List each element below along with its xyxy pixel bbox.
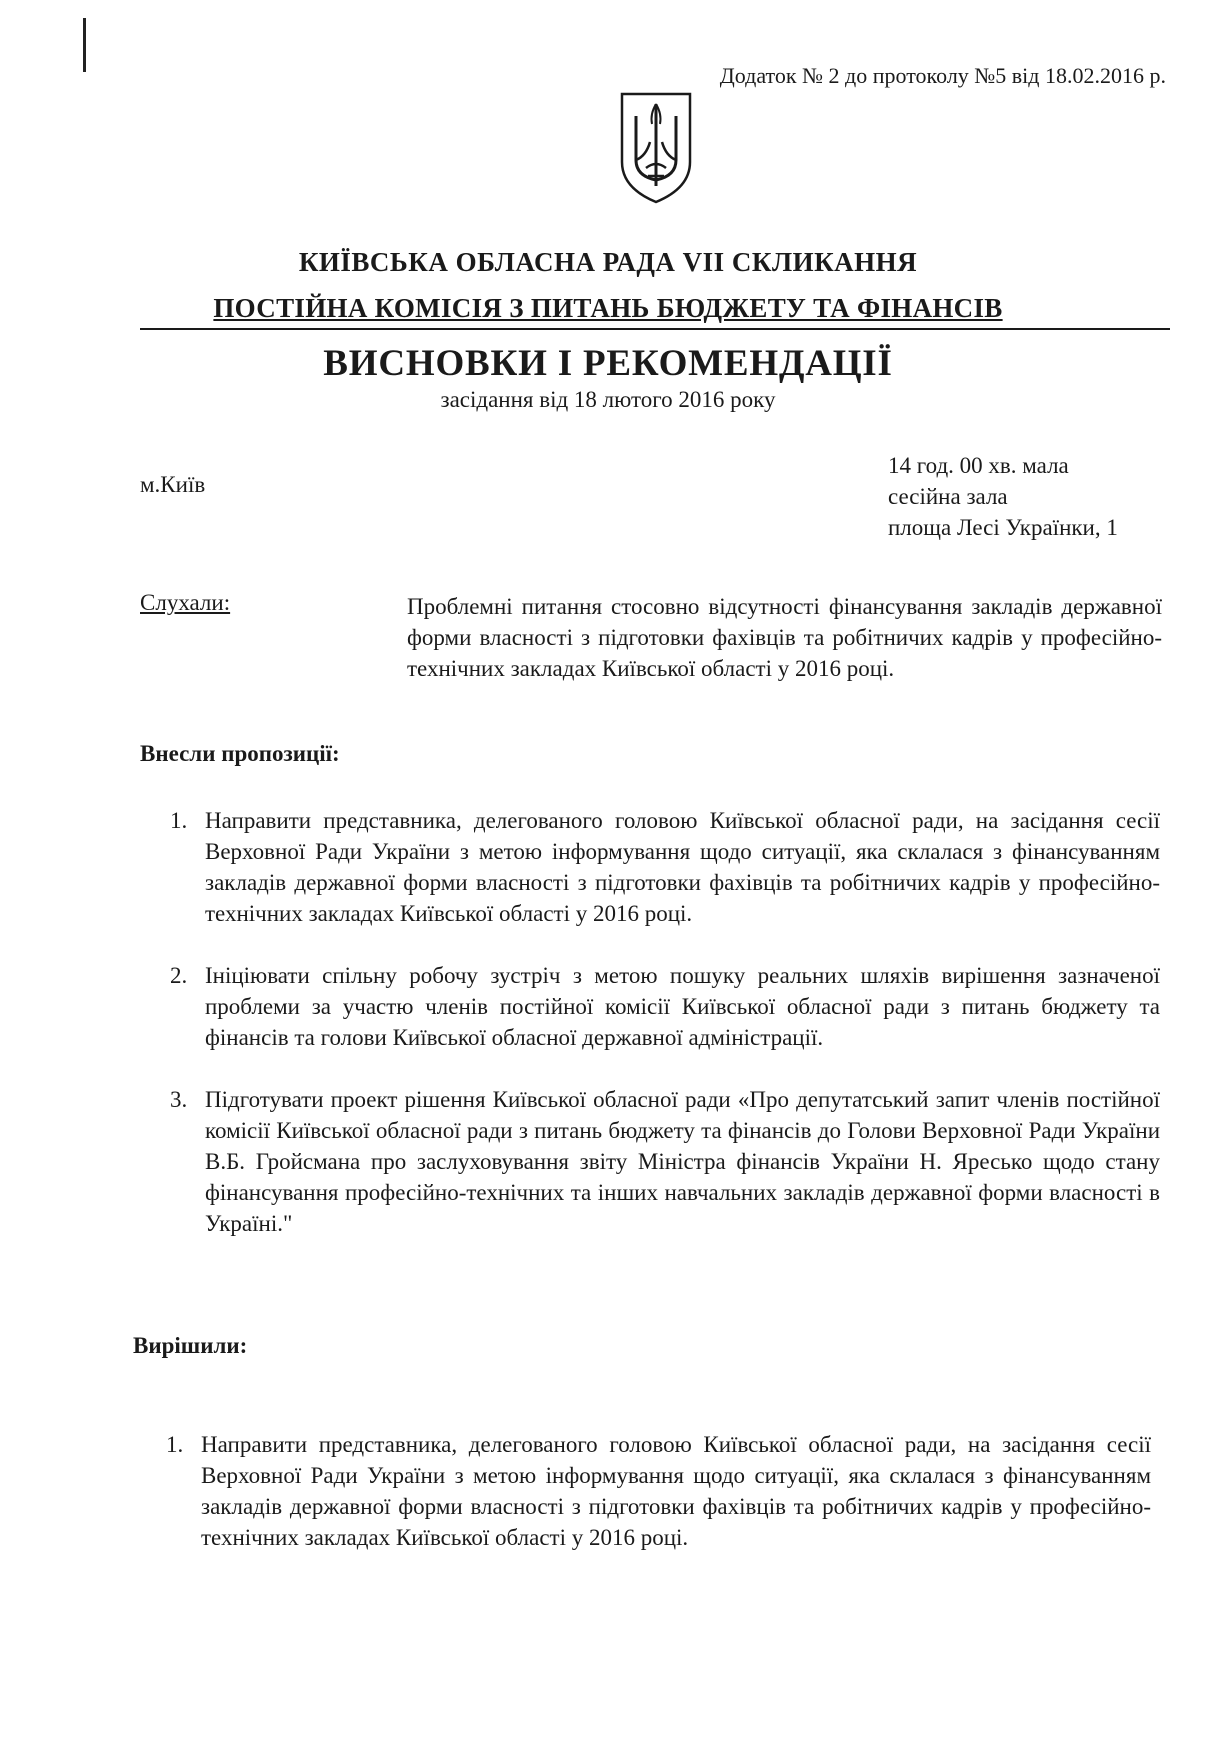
item-text: Направити представника, делегованого головою Київської обласної ради, на засідання сесії Верховної Ради України з метою інформування щодо ситуації, яка склалася з фінансуванням закладів державної форми власності з підготовки фахівців та робітничих кадрів у професійно-технічних закладах Київської області у 2016 році. (201, 1432, 1151, 1550)
margin-mark (83, 18, 86, 72)
proposals-list (170, 805, 1160, 1270)
list-item (170, 805, 1160, 929)
venue-block (888, 450, 1118, 543)
city: м.Київ (140, 472, 206, 497)
document-title: ВИСНОВКИ І РЕКОМЕНДАЦІЇ (323, 343, 893, 384)
committee-name: ПОСТІЙНА КОМІСІЯ З ПИТАНЬ БЮДЖЕТУ ТА ФІНАНСІВ (213, 293, 1003, 323)
organization-name: КИЇВСЬКА ОБЛАСНА РАДА VII СКЛИКАННЯ (298, 247, 918, 277)
meeting-time: 14 год. 00 хв. мала (888, 453, 1069, 478)
meeting-date: засідання від 18 лютого 2016 року (440, 387, 776, 412)
item-number: 1. (170, 808, 188, 833)
item-number: 2. (170, 963, 188, 988)
item-text: Направити представника, делегованого головою Київської обласної ради, на засідання сесії Верховної Ради України з метою інформування щодо ситуації, яка склалася з фінансуванням закладів державної форми власності з підготовки фахівців та робітничих кадрів у професійно-технічних закладах Київської області у 2016 році. (205, 808, 1160, 926)
heard-label: Слухали: (140, 590, 231, 615)
decisions-heading: Вирішили: (133, 1333, 248, 1358)
heard-text: Проблемні питання стосовно відсутності фінансування закладів державної форми власності з підготовки фахівців та робітничих кадрів у професійно-технічних закладах Київської області у 2016 році. (407, 594, 1162, 681)
annex-note: Додаток № 2 до протоколу №5 від 18.02.2016 р. (719, 63, 1166, 88)
item-text: Ініціювати спільну робочу зустріч з метою пошуку реальних шляхів вирішення зазначеної проблеми за участю членів постійної комісії Київської обласної ради з питань бюджету та фінансів та голови Київської обласної державної адміністрації. (205, 963, 1160, 1050)
list-item (166, 1429, 1151, 1553)
meeting-hall: сесійна зала (888, 484, 1008, 509)
coat-of-arms-icon (616, 90, 696, 206)
list-item (170, 960, 1160, 1053)
proposals-heading: Внесли пропозиції: (140, 741, 340, 766)
item-number: 1. (166, 1432, 184, 1457)
item-text: Підготувати проект рішення Київської обласної ради «Про депутатський запит членів постійної комісії Київської обласної ради з питань бюджету та фінансів до Голови Верховної Ради України В.Б. Гройсмана про заслуховування звіту Міністра фінансів України Н. Яресько щодо стану фінансування професійно-технічних та інших навчальних закладів державної форми власності в Україні." (205, 1087, 1160, 1236)
meeting-address: площа Лесі Українки, 1 (888, 515, 1118, 540)
list-item (170, 1084, 1160, 1239)
item-number: 3. (170, 1087, 188, 1112)
header-rule (140, 328, 1170, 330)
decisions-list (166, 1429, 1151, 1584)
